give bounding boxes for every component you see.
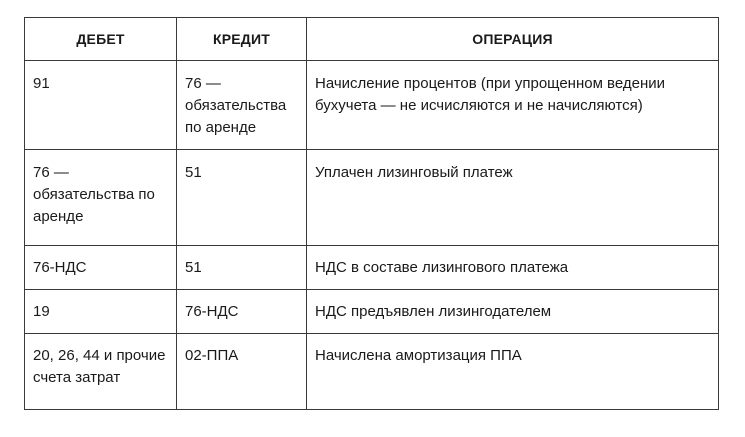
- table-body: [25, 61, 719, 410]
- header-operation: ОПЕРАЦИЯ: [307, 18, 719, 61]
- table-header: [25, 18, 719, 61]
- cell-credit-text: 76 — обязательства по аренде: [185, 75, 287, 136]
- cell-debet-text: 19: [33, 303, 50, 320]
- table-row: [25, 334, 719, 410]
- cell-operation-text: НДС в составе лизингового платежа: [315, 259, 569, 276]
- cell-operation-text: НДС предъявлен лизингодателем: [315, 303, 552, 320]
- cell-debet-text: 76-НДС: [33, 259, 87, 276]
- header-row: [25, 18, 719, 61]
- cell-debet: [25, 246, 177, 290]
- cell-credit-text: 51: [185, 259, 202, 276]
- cell-debet: [25, 290, 177, 334]
- cell-credit-text: 02-ППА: [185, 347, 239, 364]
- cell-credit: [177, 290, 307, 334]
- cell-credit: [177, 150, 307, 246]
- cell-operation: [307, 150, 719, 246]
- cell-credit-text: 76-НДС: [185, 303, 239, 320]
- header-debet: ДЕБЕТ: [25, 18, 177, 61]
- header-credit: КРЕДИТ: [177, 18, 307, 61]
- cell-operation-text: Начислена амортизация ППА: [315, 347, 522, 364]
- cell-credit: [177, 246, 307, 290]
- cell-debet-text: 20, 26, 44 и прочие счета затрат: [33, 347, 166, 386]
- cell-operation: [307, 290, 719, 334]
- cell-debet-text: 91: [33, 75, 50, 92]
- cell-operation-text: Уплачен лизинговый платеж: [315, 164, 513, 181]
- accounting-entries-table: [24, 17, 719, 410]
- cell-operation: [307, 334, 719, 410]
- table-row: [25, 150, 719, 246]
- cell-credit: [177, 61, 307, 150]
- cell-operation-text: Начисление процентов (при упрощенном ведении бухучета — не исчисляются и не начисляются): [315, 75, 666, 114]
- cell-credit-text: 51: [185, 164, 202, 181]
- table-row: [25, 290, 719, 334]
- cell-debet-text: 76 — обязательства по аренде: [33, 164, 155, 225]
- cell-credit: [177, 334, 307, 410]
- table-row: [25, 61, 719, 150]
- cell-operation: [307, 246, 719, 290]
- cell-debet: [25, 150, 177, 246]
- cell-operation: [307, 61, 719, 150]
- cell-debet: [25, 334, 177, 410]
- table-row: [25, 246, 719, 290]
- cell-debet: [25, 61, 177, 150]
